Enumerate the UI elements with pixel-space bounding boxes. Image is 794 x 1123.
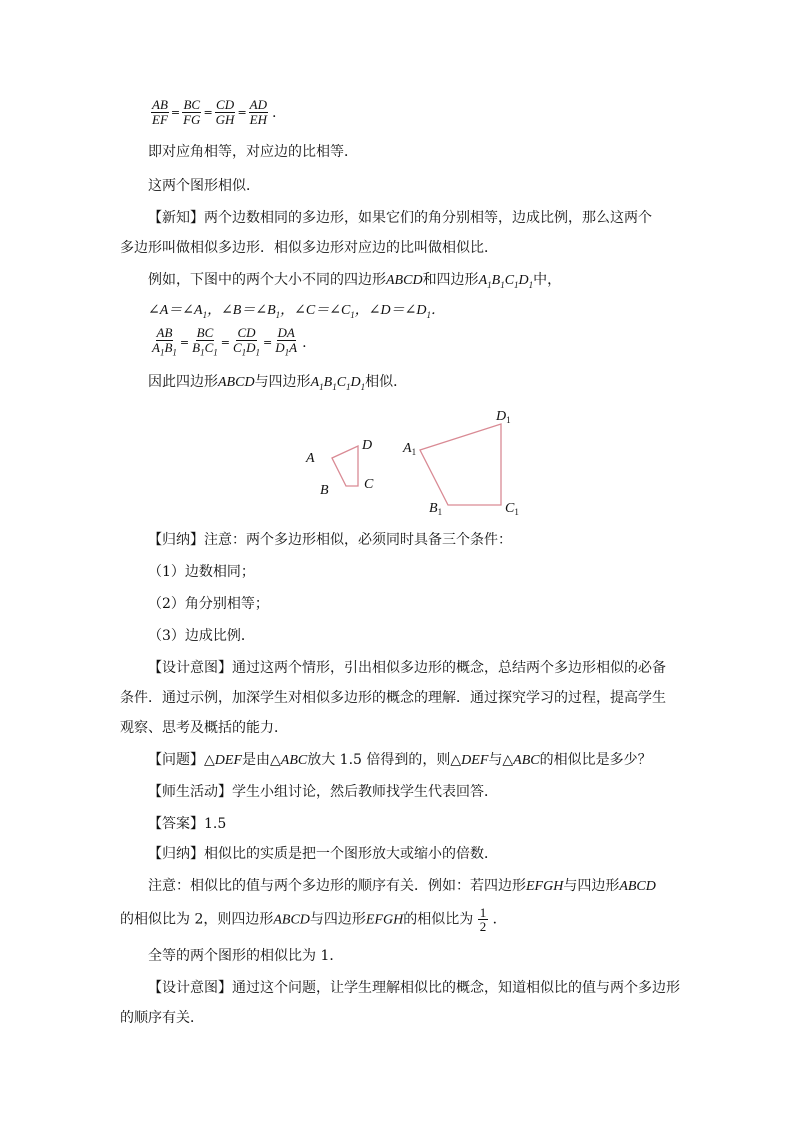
congruent-line: 全等的两个图形的相似比为 1．: [148, 948, 344, 964]
activity-line: 【师生活动】学生小组讨论，然后教师找学生代表回答．: [148, 784, 498, 800]
quadrilateral-a1b1c1d1: [420, 424, 501, 505]
condition-3: （3）边成比例．: [148, 628, 255, 644]
fraction: $\frac{BC}{FG}$: [183, 97, 201, 127]
text-line: 观察、思考及概括的能力．: [120, 720, 288, 736]
fraction: $\frac{DA}{D_1A}$: [275, 325, 298, 358]
text-line: 这两个图形相似．: [148, 178, 260, 194]
question-line: 【问题】△DEF是由△ABC放大 1.5 倍得到的，则△DEF与△ABC的相似比是多少？: [148, 752, 652, 768]
similar-quadrilaterals-figure: [290, 402, 540, 520]
label-b: B: [320, 483, 329, 498]
condition-2: （2）角分别相等；: [148, 596, 269, 612]
note-line-2: 的相似比为 2，则四边形ABCD与四边形EFGH的相似比为 $\frac{1}{2}$ ．: [120, 905, 507, 934]
example-line: 例如，下图中的两个大小不同的四边形ABCD和四边形$A_1B_1C_1D_1$中，: [148, 272, 562, 290]
ratio-equation-2: $\frac{AB}{A_1B_1}$ = $\frac{BC}{B_1C_1}$ = $\frac{CD}{C_1D_1}$ = $\frac{DA}{D_1A}$ .: [152, 325, 307, 358]
design-intent-paragraph-2: 【设计意图】通过这个问题，让学生理解相似比的概念，知道相似比的值与两个多边形: [148, 980, 680, 996]
new-knowledge-paragraph: 【新知】两个边数相同的多边形，如果它们的角分别相等，边成比例，那么这两个: [148, 210, 652, 226]
fraction: $\frac{CD}{GH}$: [215, 97, 235, 127]
text-line: 条件．通过示例，加深学生对相似多边形的概念的理解．通过探究学习的过程，提高学生: [120, 690, 666, 706]
quadrilateral-abcd: [332, 446, 358, 486]
label-d: D: [362, 438, 373, 453]
text-line: 多边形叫做相似多边形．相似多边形对应边的比叫做相似比．: [120, 240, 498, 256]
text-line: 的顺序有关．: [120, 1010, 204, 1026]
fraction: $\frac{AD}{EH}$: [249, 97, 268, 127]
design-intent-paragraph: 【设计意图】通过这两个情形，引出相似多边形的概念，总结两个多边形相似的必备: [148, 660, 666, 676]
ratio-equation-1: $\frac{AB}{EF}$ = $\frac{BC}{FG}$ = $\frac{CD}{GH}$ = $\frac{AD}{EH}$ .: [152, 97, 277, 127]
label-b1: $B_1$: [429, 501, 443, 517]
label-c: C: [364, 477, 374, 492]
summary-line: 【归纳】注意：两个多边形相似，必须同时具备三个条件：: [148, 532, 512, 548]
fraction: $\frac{BC}{B_1C_1}$: [192, 325, 218, 358]
fraction-one-half: $\frac{1}{2}$: [479, 905, 487, 934]
fraction: $\frac{AB}{EF}$: [152, 97, 168, 127]
label-c1: $C_1$: [505, 501, 519, 517]
summary-line-2: 【归纳】相似比的实质是把一个图形放大或缩小的倍数．: [148, 846, 498, 862]
note-line: 注意：相似比的值与两个多边形的顺序有关．例如：若四边形EFGH与四边形ABCD: [148, 878, 656, 894]
label-d1: $D_1$: [496, 409, 511, 425]
answer-line: 【答案】1.5: [148, 816, 227, 832]
label-a: A: [306, 451, 315, 466]
fraction: $\frac{CD}{C_1D_1}$: [232, 325, 261, 358]
fraction: $\frac{AB}{A_1B_1}$: [152, 325, 177, 358]
text-line: 即对应角相等，对应边的比相等．: [148, 144, 358, 160]
angle-equalities: $\angle A=\angle A_1$，$\angle B=\angle B_1$，$\angle C=\angle C_1$，$\angle D=\angle D_1$．: [148, 303, 445, 320]
condition-1: （1）边数相同；: [148, 564, 255, 580]
label-a1: $A_1$: [403, 441, 417, 457]
conclusion-line: 因此四边形ABCD与四边形$A_1B_1C_1D_1$相似．: [148, 374, 408, 392]
